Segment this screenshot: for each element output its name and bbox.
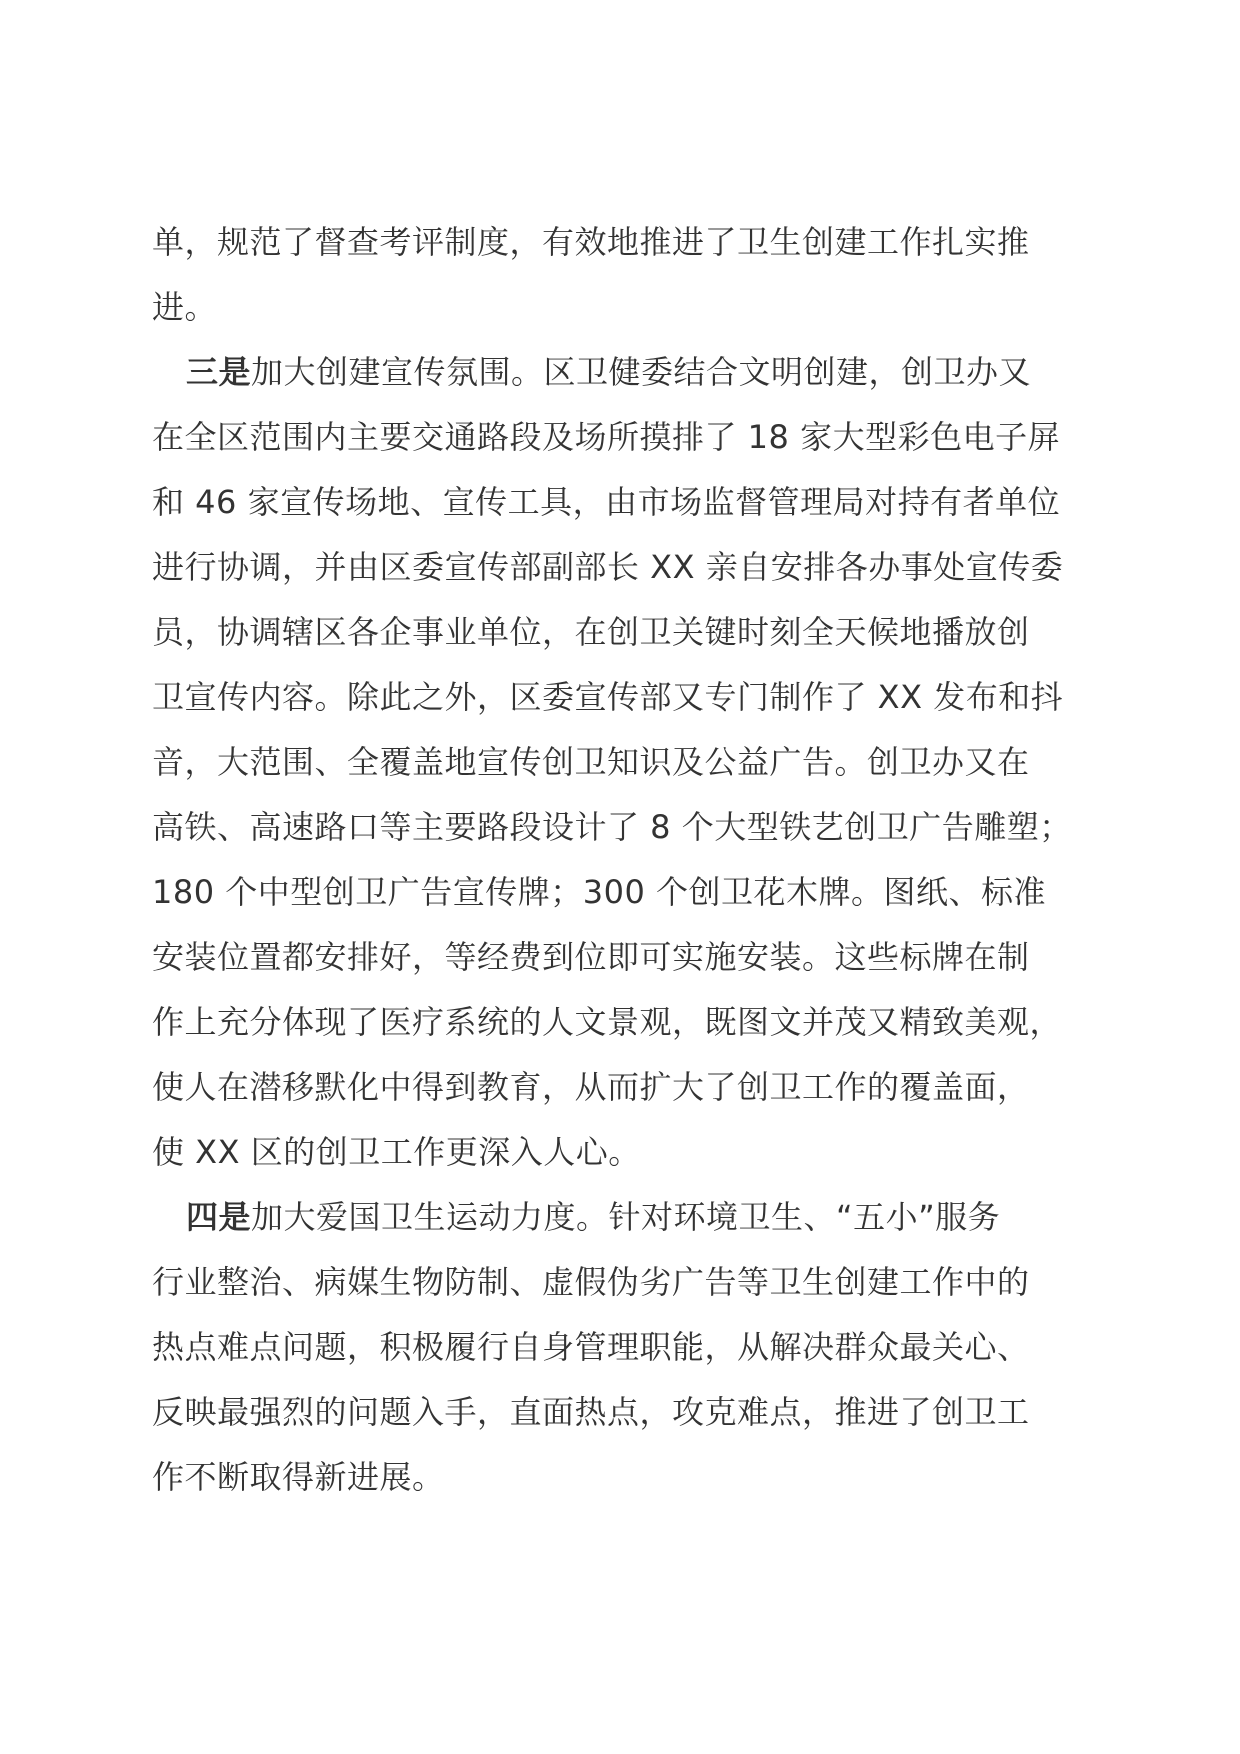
paragraph-3 (152, 1185, 1112, 1510)
paragraph-lead-phrase: 四是 (186, 1198, 252, 1236)
paragraph-line: 作上充分体现了医疗系统的人文景观，既图文并茂又精致美观， (152, 1003, 1063, 1041)
paragraph-2 (152, 340, 1112, 1185)
paragraph-line: 员，协调辖区各企事业单位，在创卫关键时刻全天候地播放创 (152, 613, 1030, 651)
paragraph-line: 和 46 家宣传场地、宣传工具，由市场监督管理局对持有者单位 (152, 483, 1061, 521)
paragraph-line: 热点难点问题，积极履行自身管理职能，从解决群众最关心、 (152, 1328, 1030, 1366)
paragraph-line: 作不断取得新进展。 (152, 1458, 445, 1496)
paragraph-first-line-text: 加大创建宣传氛围。区卫健委结合文明创建，创卫办又 (251, 353, 1032, 391)
paragraph-first-line-text: 加大爱国卫生运动力度。针对环境卫生、“五小”服务 (251, 1198, 1001, 1236)
paragraph-line: 180 个中型创卫广告宣传牌；300 个创卫花木牌。图纸、标准 (152, 873, 1047, 911)
paragraph-line: 音，大范围、全覆盖地宣传创卫知识及公益广告。创卫办又在 (152, 743, 1030, 781)
paragraph-line: 单，规范了督查考评制度，有效地推进了卫生创建工作扎实推 (152, 223, 1030, 261)
paragraph-line: 卫宣传内容。除此之外，区委宣传部又专门制作了 XX 发布和抖 (152, 678, 1064, 716)
paragraph-line: 反映最强烈的问题入手，直面热点，攻克难点，推进了创卫工 (152, 1393, 1030, 1431)
document-page (152, 210, 1112, 1510)
paragraph-line: 使人在潜移默化中得到教育，从而扩大了创卫工作的覆盖面， (152, 1068, 1030, 1106)
paragraph-line: 高铁、高速路口等主要路段设计了 8 个大型铁艺创卫广告雕塑； (152, 808, 1072, 846)
paragraph-line: 行业整治、病媒生物防制、虚假伪劣广告等卫生创建工作中的 (152, 1263, 1030, 1301)
paragraph-line: 使 XX 区的创卫工作更深入人心。 (152, 1133, 641, 1171)
paragraph-first-line (152, 1185, 1112, 1250)
paragraph-line: 在全区范围内主要交通路段及场所摸排了 18 家大型彩色电子屏 (152, 418, 1061, 456)
paragraph-lead-phrase: 三是 (186, 353, 252, 391)
paragraph-line: 进行协调，并由区委宣传部副部长 XX 亲自安排各办事处宣传委 (152, 548, 1064, 586)
paragraph-line: 安装位置都安排好，等经费到位即可实施安装。这些标牌在制 (152, 938, 1030, 976)
paragraph-line: 进。 (152, 288, 218, 326)
paragraph-first-line (152, 340, 1112, 405)
paragraph-1 (152, 210, 1112, 340)
